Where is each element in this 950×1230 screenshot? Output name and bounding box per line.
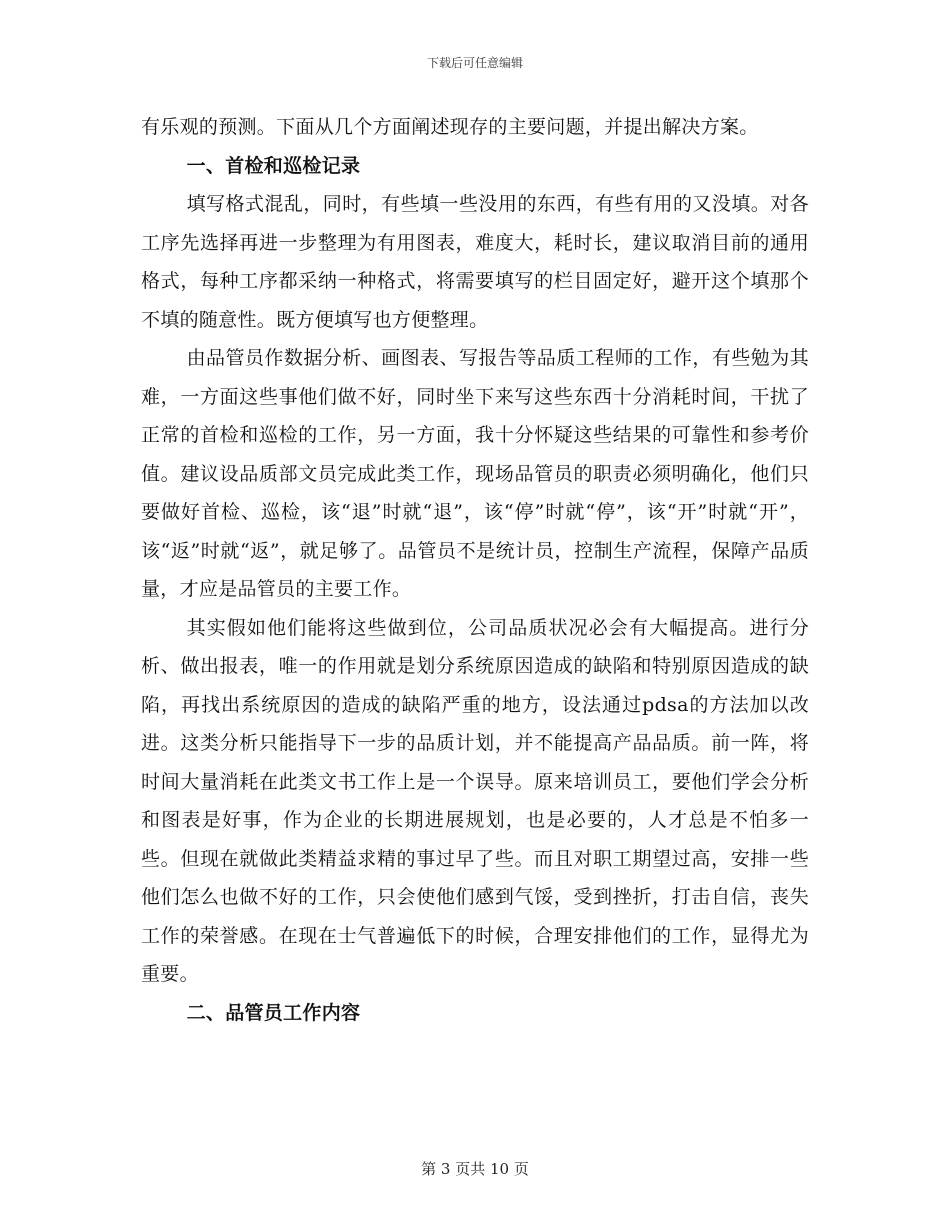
paragraph-continuation: 有乐观的预测。下面从几个方面阐述现存的主要问题，并提出解决方案。 (141, 116, 759, 138)
paragraph-2: 由品管员作数据分析、画图表、写报告等品质工程师的工作，有些勉为其难，一方面这些事他们做不好，同时坐下来写这些东西十分消耗时间，干扰了正常的首检和巡检的工作，另一方面，我十分怀疑这些结果的可靠性和参考价值。建议设品质部文员完成此类工作，现场品管员的职责必须明确化，他们只要做好首检、巡检，该“退”时就“退”，该“停”时就“停”，该“开”时就“开”，该“返”时就“返”，就足够了。品管员不是统计员，控制生产流程，保障产品质量，才应是品管员的主要工作。 (141, 347, 809, 600)
section-heading-2: 二、品管员工作内容 (186, 1001, 361, 1024)
document-body (141, 108, 809, 1032)
section-heading-1: 一、首检和巡检记录 (186, 154, 361, 177)
paragraph-1: 填写格式混乱，同时，有些填一些没用的东西，有些有用的又没填。对各工序先选择再进一步整理为有用图表，难度大，耗时长，建议取消目前的通用格式，每种工序都采纳一种格式，将需要填写的栏目固定好，避开这个填那个不填的随意性。既方便填写也方便整理。 (141, 193, 809, 331)
page-footer: 第 3 页共 10 页 (421, 1160, 529, 1178)
paragraph-3: 其实假如他们能将这些做到位，公司品质状况必会有大幅提高。进行分析、做出报表，唯一的作用就是划分系统原因造成的缺陷和特别原因造成的缺陷，再找出系统原因的造成的缺陷严重的地方，设法通过pdsa的方法加以改进。这类分析只能指导下一步的品质计划，并不能提高产品品质。前一阵，将时间大量消耗在此类文书工作上是一个误导。原来培训员工，要他们学会分析和图表是好事，作为企业的长期进展规划，也是必要的，人才总是不怕多一些。但现在就做此类精益求精的事过早了些。而且对职工期望过高，安排一些他们怎么也做不好的工作，只会使他们感到气馁，受到挫折，打击自信，丧失工作的荣誉感。在现在士气普遍低下的时候，合理安排他们的工作，显得尤为重要。 (141, 616, 809, 985)
page-header: 下载后可任意编辑 (426, 56, 523, 70)
